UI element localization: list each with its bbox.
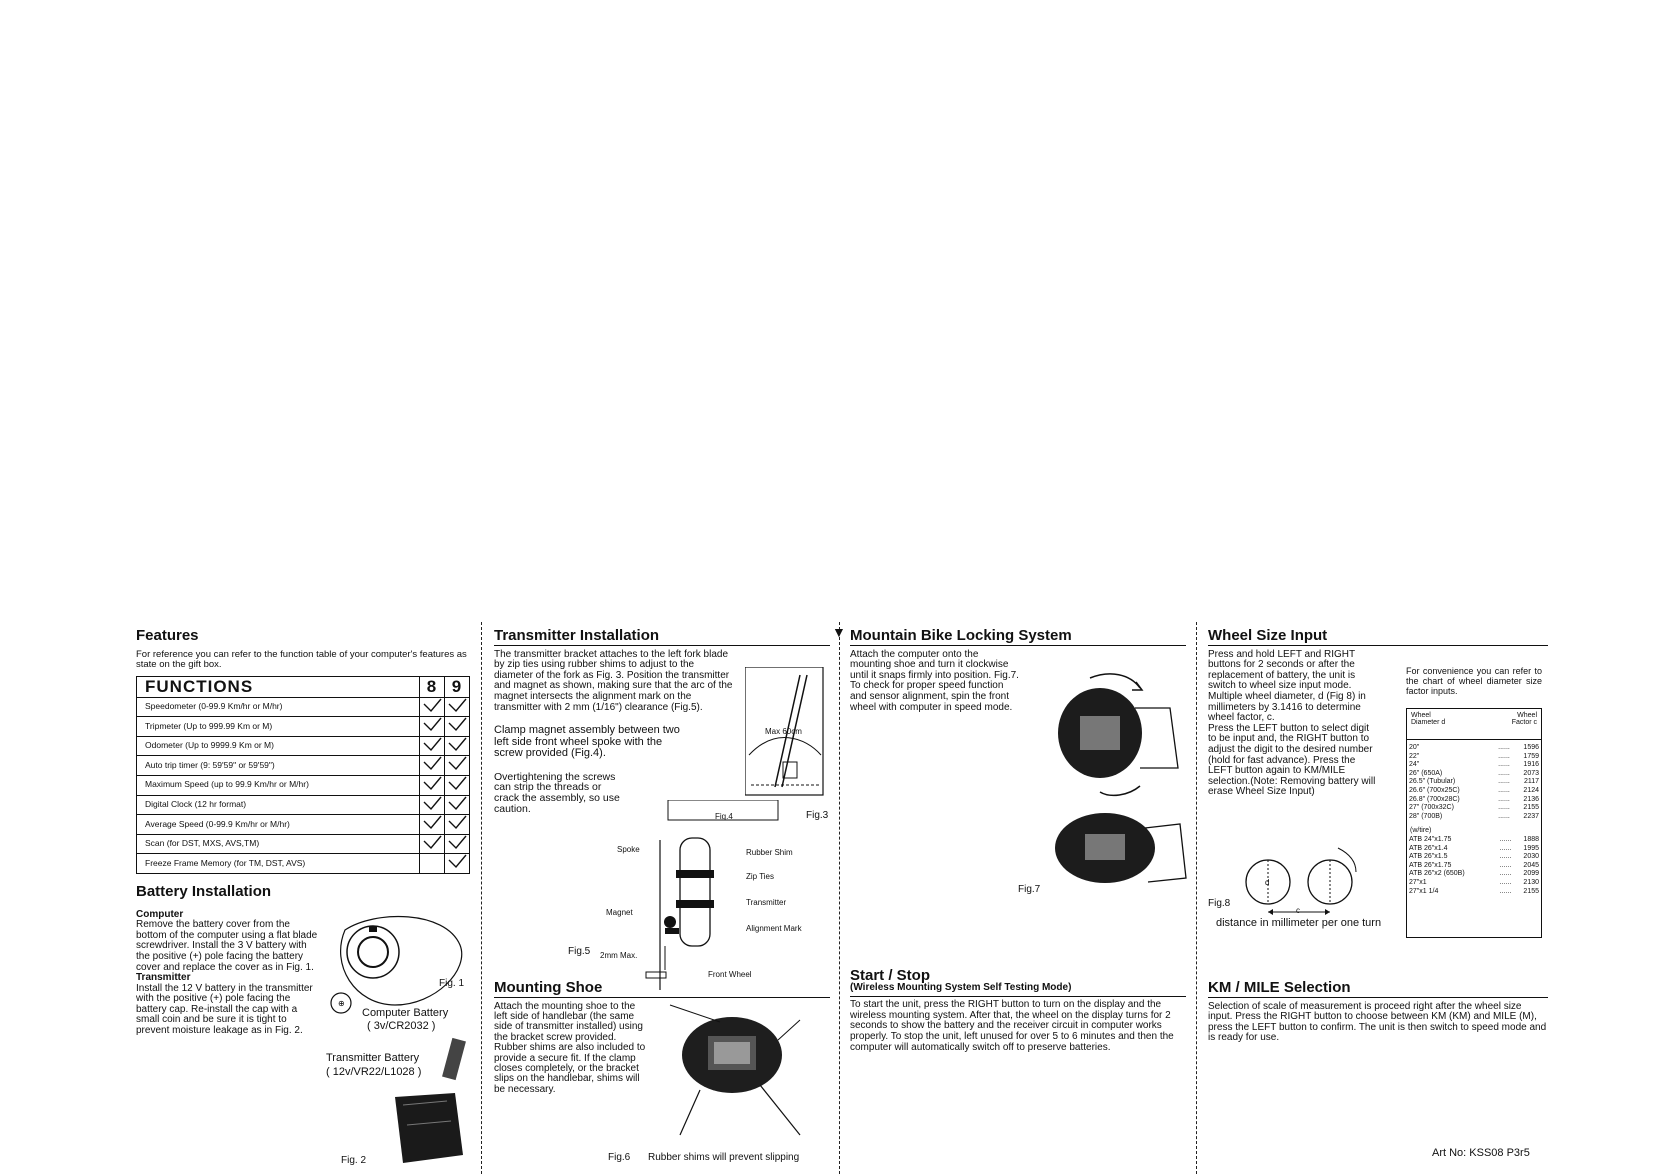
mounting-text: Attach the mounting shoe to the left side of handlebar (the same side of transmitter installed) using the bracket screw provided. Rubber shims are also included to provide a secure fit. If the clamp closes completely, or the bracket slips on the handlebar, shims will be necessary. [494,1000,646,1095]
mounting-title: Mounting Shoe [494,982,830,998]
check-icon [420,775,445,795]
function-name: Digital Clock (12 hr format) [137,795,420,815]
wheel-row [1407,813,1541,822]
mtb-text: Attach the computer onto the mounting shoe and turn it clockwise until it snaps firmly into position. Fig.7. To check for proper speed function and sensor alignment, spin the front wheel with computer in speed mode. [850,648,1019,713]
check-icon [445,717,470,737]
wheel-diameter: 22" [1409,752,1420,760]
mounting-shoe-illustration [660,1000,830,1140]
wheel-diameter: 20" [1409,744,1420,751]
wheel-factor: 1916 [1523,761,1539,769]
fig8-label: Fig.8 [1208,898,1231,909]
wheel-factor: 1888 [1523,835,1539,843]
features-intro: For reference you can refer to the function table of your computer's features as state on the gift box. [136,648,467,671]
front-wheel-label: Front Wheel [708,970,752,979]
functions-header: FUNCTIONS [137,676,420,697]
art-number: Art No: KSS08 P3r5 [1432,1147,1530,1159]
function-row [137,854,470,874]
wheel-diameter: 26.6" (700x25C) [1409,786,1460,794]
check-icon [445,854,470,874]
wheel-row [1407,870,1541,879]
kmmile-section [1208,979,1548,1044]
wheel-factor: 2124 [1523,786,1539,794]
function-name: Speedometer (0-99.9 Km/hr or M/hr) [137,697,420,717]
model-8-header: 8 [420,676,445,697]
check-icon [445,834,470,854]
check-icon [420,795,445,815]
start-stop-title: Start / Stop [850,967,931,984]
locking-system-illustration [1040,668,1190,888]
wheel-row [1407,879,1541,888]
wheel-row [1407,770,1541,779]
wheel-factor: 2155 [1523,804,1539,812]
function-row [137,697,470,717]
function-name: Auto trip timer (9: 59'59" or 59'59") [137,756,420,776]
function-row [137,756,470,776]
transmitter-text-1: The transmitter bracket attaches to the left fork blade by zip ties using rubber shims to adjust to the diameter of the fork as Fig. 3. Position the transmitter and magnet as shown, making sure that the arc of the magnet intersects the alignment mark on the transmitter with 2 mm (1/16") clearance (Fig.5). [494,648,733,713]
leader-dots: ...... [1499,861,1512,869]
computer-battery-model: ( 3v/CR2032 ) [367,1020,436,1032]
transmitter-battery-model: ( 12v/VR22/L1028 ) [326,1066,422,1078]
fig1-label: Fig. 1 [439,978,465,989]
computer-battery-text: Remove the battery cover from the bottom of the computer using a flat blade screwdriver. Install the 3 V battery with the positive (+) pole facing the battery cover and replace the cover as in Fig. 1. [136,919,318,973]
function-name: Tripmeter (Up to 999.99 Km or M) [137,717,420,737]
model-9-header: 9 [445,676,470,697]
check-icon [420,717,445,737]
check-icon [445,756,470,776]
wheel-diameter: 24" [1409,761,1420,769]
wheel-factor: 2130 [1523,878,1539,886]
check-icon [445,736,470,756]
transmitter-battery-text: Install the 12 V battery in the transmitter with the positive (+) pole facing the battery cap. Re-install the cap with a small coin and be sure it is tight to prevent moisture leakage as in Fig. 2. [136,982,313,1037]
wheel-row [1407,862,1541,871]
start-stop-section [850,967,1186,1053]
wheel-diameter: ATB 26"x2 (650B) [1409,870,1465,878]
magnet-label: Magnet [606,908,633,917]
start-stop-subtitle: (Wireless Mounting System Self Testing Mode) [850,982,1186,998]
function-name: Average Speed (0-99.9 Km/hr or M/hr) [137,815,420,835]
wheel-factor: 2073 [1523,769,1539,777]
wheel-row [1407,888,1541,897]
wheel-title: Wheel Size Input [1208,630,1548,646]
transmitter-battery-illustration [385,1035,475,1170]
wheel-diameter: ATB 26"x1.75 [1409,861,1452,869]
wheel-diameter: 26" (650A) [1409,769,1443,777]
leader-dots: ...... [1498,744,1510,751]
mtb-title: Mountain Bike Locking System [850,630,1186,646]
function-row [137,717,470,737]
mtb-tire-heading: (w/tire) [1410,827,1432,835]
wheel-factor: 2155 [1523,887,1539,895]
fig3-label: Fig.3 [806,810,829,821]
wheel-diameter: 26.5" (Tubular) [1409,778,1456,786]
wheel-factor-header: Wheel Factor c [1511,712,1537,726]
fold-mark-icon: ▼ [832,624,846,640]
wheel-factor-table [1406,708,1542,938]
wheel-factor: 1995 [1523,844,1539,852]
transmitter-heading: Transmitter [136,972,191,984]
check-icon [445,795,470,815]
wheel-factor: 2237 [1523,812,1539,820]
function-name: Odometer (Up to 9999.9 Km or M) [137,736,420,756]
leader-dots: ...... [1499,853,1512,861]
rubber-shim-label: Rubber Shim [746,848,793,857]
wheel-diameter: 27"x1 [1409,878,1427,886]
wheel-side-note: For convenience you can refer to the chart of wheel diameter size factor inputs. [1406,666,1542,696]
kmmile-title: KM / MILE Selection [1208,982,1548,998]
leader-dots: ...... [1499,878,1512,886]
function-row [137,775,470,795]
check-icon [420,756,445,776]
function-name: Scan (for DST, MXS, AVS,TM) [137,834,420,854]
wheel-row [1407,845,1541,854]
leader-dots: ...... [1499,844,1512,852]
wheel-row [1407,836,1541,845]
wheel-text-1: Press and hold LEFT and RIGHT buttons for 2 seconds or after the replacement of battery, the unit is switch to wheel size input mode. Multiple wheel diameter, d (Fig 8) in millimeters by 3.1416 to determine wheel factor, c. [1208,648,1366,724]
check-icon [420,815,445,835]
fig6-label: Fig.6 [608,1152,631,1163]
leader-dots: ...... [1499,870,1512,878]
transmitter-text-2: Clamp magnet assembly between two left side front wheel spoke with the screw provided (Fig.4). [494,724,680,760]
check-icon [420,834,445,854]
wheel-row [1407,778,1541,787]
2mm-max-label: 2mm Max. [600,951,638,960]
wheel-factor: 1596 [1523,744,1539,751]
max-60cm-label: Max 60cm [765,727,802,736]
wheel-factor: 2045 [1523,861,1539,869]
check-icon [420,697,445,717]
wheel-row [1407,753,1541,762]
wheel-factor: 2136 [1523,795,1539,803]
check-icon [420,854,445,874]
leader-dots: ...... [1499,887,1512,895]
wheel-row [1407,744,1541,753]
wheel-factor: 2030 [1523,853,1539,861]
check-icon [445,815,470,835]
column-divider [1196,622,1197,1174]
wheel-diameter: 26.8" (700x28C) [1409,795,1460,803]
c-label: c [1296,906,1300,915]
wheel-row [1407,787,1541,796]
fig8-caption: distance in millimeter per one turn [1216,917,1382,929]
check-icon [445,775,470,795]
leader-dots: ...... [1498,812,1510,820]
wheel-factor: 2099 [1523,870,1539,878]
transmitter-text-3: Overtightening the screws can strip the threads or crack the assembly, so use caution. [494,770,620,816]
computer-heading: Computer [136,908,184,920]
wheel-row [1407,761,1541,770]
battery-title: Battery Installation [136,882,272,900]
transmitter-battery-label: Transmitter Battery [326,1052,420,1064]
wheel-diameter-header: Wheel Diameter d [1411,712,1446,726]
column-divider [839,622,840,1174]
start-stop-text: To start the unit, press the RIGHT button to turn on the display and the wireless mounting system. After that, the wheel on the display turns for 2 seconds to show the battery and the receiver circuit in computer works properly. To stop the unit, left unused for over 5 to 6 minutes and then the computer will automatically switch off to preserve batteries. [850,999,1174,1053]
function-name: Freeze Frame Memory (for TM, DST, AVS) [137,854,420,874]
wheel-diameter: ATB 26"x1.5 [1409,853,1448,861]
transmitter-label: Transmitter [746,898,787,907]
function-name: Maximum Speed (up to 99.9 Km/hr or M/hr) [137,775,420,795]
leader-dots: ...... [1498,761,1510,769]
wheel-row [1407,804,1541,813]
alignment-mark-label: Alignment Mark [746,924,802,933]
wheel-text-2: Press the LEFT button to select digit to be input and, the RIGHT button to adjust the digit to the desired number (hold for fast advance). Press the LEFT button again to KM/MILE selection.(Note: Removing battery will erase Wheel Size Input) [1208,722,1376,798]
leader-dots: ...... [1499,835,1512,843]
check-icon [420,736,445,756]
leader-dots: ...... [1498,795,1510,803]
function-row [137,834,470,854]
features-title: Features [136,627,199,644]
transmitter-assembly-diagram [640,800,780,990]
wheel-diameter: 27"x1 1/4 [1409,887,1439,895]
wheel-diameter: 28" (700B) [1409,812,1443,820]
function-row [137,795,470,815]
spoke-label: Spoke [617,845,640,854]
column-divider [481,622,482,1174]
wheel-diameter: ATB 26"x1.4 [1409,844,1448,852]
d-label: d [1265,878,1270,887]
fig6-caption: Rubber shims will prevent slipping [648,1152,800,1163]
svg-text:⊕: ⊕ [338,999,345,1008]
check-icon [445,697,470,717]
transmitter-title: Transmitter Installation [494,630,830,646]
function-row [137,736,470,756]
wheel-diameter: 27" (700x32C) [1409,804,1454,812]
fig2-label: Fig. 2 [341,1155,367,1166]
fig4-label: Fig.4 [715,812,733,821]
computer-battery-label: Computer Battery [362,1007,449,1019]
wheel-row [1407,853,1541,862]
fig7-label: Fig.7 [1018,884,1041,895]
zip-ties-label: Zip Ties [746,872,775,881]
leader-dots: ...... [1498,752,1510,760]
leader-dots: ...... [1498,778,1510,786]
wheel-row [1407,796,1541,805]
wheel-diameter: ATB 24"x1.75 [1409,835,1452,843]
leader-dots: ...... [1498,769,1510,777]
fig5-label: Fig.5 [568,946,591,957]
leader-dots: ...... [1498,786,1510,794]
wheel-factor: 1759 [1523,752,1539,760]
functions-table [136,676,470,874]
function-row [137,815,470,835]
leader-dots: ...... [1498,804,1510,812]
wheel-factor: 2117 [1523,778,1539,786]
kmmile-text: Selection of scale of measurement is proceed right after the wheel size input. Press the RIGHT button to choose between KM (KM) and MILE (M), press the LEFT button to confirm. The unit is then switch to speed mode and is ready for use. [1208,1000,1547,1044]
